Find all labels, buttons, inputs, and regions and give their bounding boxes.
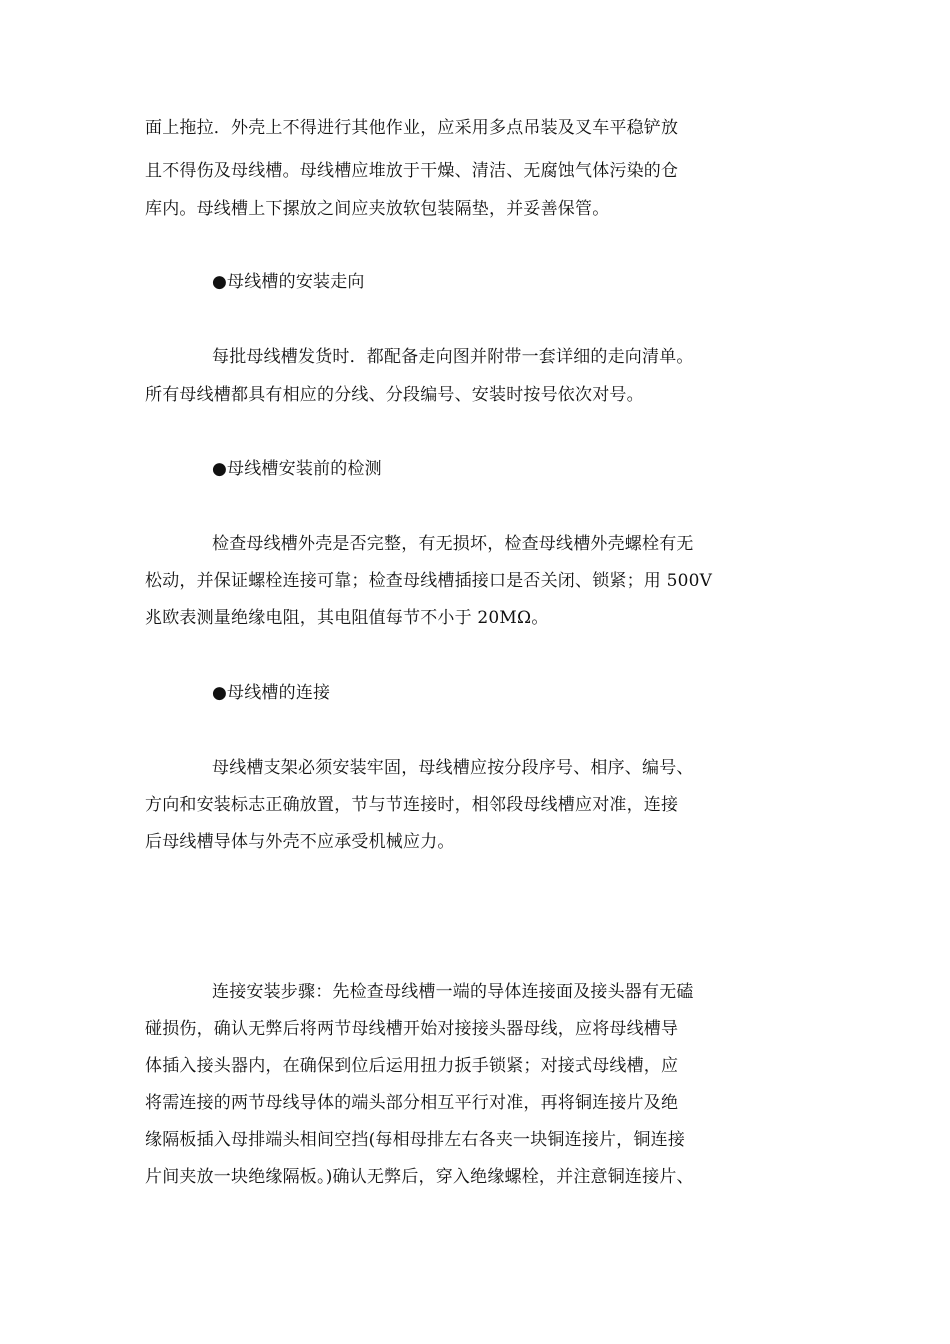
paragraph-4-line-1: 母线槽支架必须安装牢固，母线槽应按分段序号、相序、编号、 — [212, 758, 694, 778]
section-heading-pre-install-inspection: ●母线槽安装前的检测 — [212, 459, 382, 479]
paragraph-5-line-3: 体插入接头器内，在确保到位后运用扭力扳手锁紧；对接式母线槽，应 — [145, 1056, 679, 1076]
paragraph-4-line-3: 后母线槽导体与外壳不应承受机械应力。 — [145, 832, 455, 852]
paragraph-5-line-2: 碰损伤，确认无弊后将两节母线槽开始对接接头器母线，应将母线槽导 — [145, 1019, 679, 1039]
paragraph-1-line-2: 且不得伤及母线槽。母线槽应堆放于干燥、清洁、无腐蚀气体污染的仓 — [145, 161, 679, 181]
paragraph-5-line-6: 片间夹放一块绝缘隔板。)确认无弊后，穿入绝缘螺栓，并注意铜连接片、 — [145, 1167, 694, 1187]
paragraph-4-line-2: 方向和安装标志正确放置，节与节连接时，相邻段母线槽应对准，连接 — [145, 795, 679, 815]
paragraph-1-line-3: 库内。母线槽上下摞放之间应夹放软包装隔垫，并妥善保管。 — [145, 199, 610, 219]
paragraph-3-line-1: 检查母线槽外壳是否完整，有无损坏，检查母线槽外壳螺栓有无 — [212, 534, 694, 554]
paragraph-1-line-1: 面上拖拉．外壳上不得进行其他作业，应采用多点吊装及叉车平稳铲放 — [145, 118, 679, 138]
section-heading-connection: ●母线槽的连接 — [212, 683, 331, 703]
paragraph-3-line-3: 兆欧表测量绝缘电阻，其电阻值每节不小于 20MΩ。 — [145, 608, 549, 628]
paragraph-5-line-1: 连接安装步骤：先检查母线槽一端的导体连接面及接头器有无磕 — [212, 982, 694, 1002]
section-heading-install-direction: ●母线槽的安装走向 — [212, 272, 365, 292]
paragraph-2-line-2: 所有母线槽都具有相应的分线、分段编号、安装时按号依次对号。 — [145, 385, 644, 405]
paragraph-5-line-4: 将需连接的两节母线导体的端头部分相互平行对准，再将铜连接片及绝 — [145, 1093, 679, 1113]
paragraph-3-line-2: 松动，并保证螺栓连接可靠；检查母线槽插接口是否关闭、锁紧；用 500V — [145, 571, 713, 591]
paragraph-2-line-1: 每批母线槽发货时．都配备走向图并附带一套详细的走向清单。 — [212, 347, 694, 367]
paragraph-5-line-5: 缘隔板插入母排端头相间空挡(每相母排左右各夹一块铜连接片，铜连接 — [145, 1130, 686, 1150]
